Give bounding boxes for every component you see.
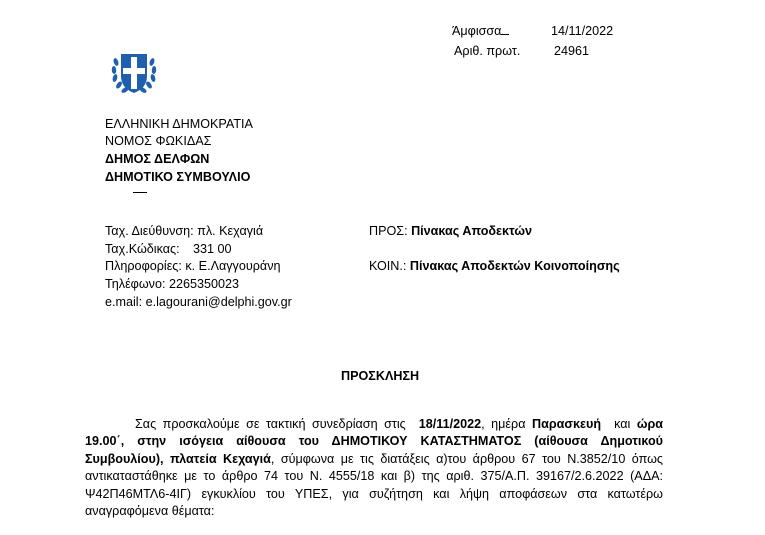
authority-municipality: ΔΗΜΟΣ ΔΕΛΦΩΝ: [105, 152, 210, 166]
place-underline: [501, 24, 509, 35]
recipient-to-value: Πίνακας Αποδεκτών: [411, 224, 532, 238]
recipient-cc: [369, 259, 620, 273]
contact-postal-label: Ταχ.Κώδικας:: [105, 242, 180, 256]
place-text: Άμφισσα: [452, 24, 502, 38]
recipient-cc-value: Πίνακας Αποδεκτών Κοινοποίησης: [409, 259, 620, 273]
contact-address: Ταχ. Διεύθυνση: πλ. Κεχαγιά: [105, 224, 264, 238]
greek-emblem-icon: [109, 46, 159, 98]
body-text-3: και: [614, 417, 631, 431]
contact-email: e.mail: e.lagourani@delphi.gov.gr: [105, 295, 292, 309]
separator-dash: [133, 192, 147, 193]
place-label: [452, 24, 509, 38]
body-text-4: , σύμφωνα με τις διατάξεις α)του άρθρου 67 του Ν.3852/10 όπως αντικαταστάθηκε με το άρθρο 74 του Ν. 4555/18 και β) της αριθ. 375/Α.Π. 39167/2.6.2022 (ΑΔΑ: Ψ42Π46ΜΤΛ6-4ΙΓ) εγκυκλίου του ΥΠΕΣ, για συζήτηση και λήψη αποφάσεων στα κατωτέρω αναγραφόμενα θέματα:: [85, 451, 663, 519]
document-date: 14/11/2022: [551, 24, 614, 38]
recipient-to-label: ΠΡΟΣ:: [369, 224, 408, 238]
body-text-2: , ημέρα: [481, 417, 526, 431]
authority-prefecture: ΝΟΜΟΣ ΦΩΚΙΔΑΣ: [105, 134, 212, 148]
meeting-time-place: ώρα 19.00΄, στην ισόγεια αίθουσα του ΔΗΜΟΤΙΚΟΥ ΚΑΤΑΣΤΗΜΑΤΟΣ (αίθουσα Δημοτικού Συμβουλίου), πλατεία Κεχαγιά: [85, 417, 664, 466]
body-text-1: Σας προσκαλούμε σε τακτική συνεδρίαση στις: [135, 417, 406, 431]
contact-postal-code: 331 00: [193, 242, 232, 256]
authority-republic: ΕΛΛΗΝΙΚΗ ΔΗΜΟΚΡΑΤΙΑ: [105, 117, 253, 131]
body-paragraph: [85, 416, 663, 520]
authority-council: ΔΗΜΟΤΙΚΟ ΣΥΜΒΟΥΛΙΟ: [105, 170, 251, 184]
meeting-date: 18/11/2022: [418, 417, 482, 431]
contact-phone: Τηλέφωνο: 2265350023: [105, 277, 240, 291]
protocol-label: Αριθ. πρωτ.: [454, 44, 521, 58]
protocol-number: 24961: [554, 44, 590, 58]
recipient-cc-label: ΚΟΙΝ.:: [369, 259, 407, 273]
document-title: ΠΡΟΣΚΛΗΣΗ: [341, 369, 420, 383]
meeting-day: Παρασκευή: [532, 417, 602, 431]
contact-info: Πληροφορίες: κ. Ε.Λαγγουράνη: [105, 259, 281, 273]
recipient-to: [369, 224, 532, 238]
